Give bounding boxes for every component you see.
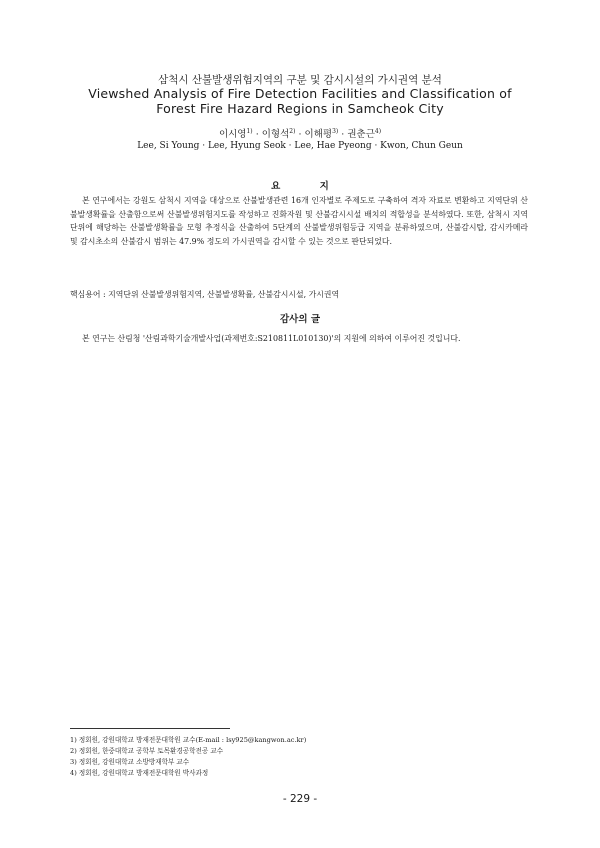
author-separator: · bbox=[255, 129, 259, 140]
title-english bbox=[40, 86, 560, 116]
footnote-4: 4) 정회원, 강원대학교 방재전문대학원 박사과정 bbox=[70, 769, 209, 777]
author-1: 이시영$^{1)}$ bbox=[218, 127, 253, 140]
title-korean: 삼척시 산불발생위험지역의 구분 및 감시시설의 가시권역 분석 bbox=[158, 74, 442, 86]
authors-korean bbox=[40, 126, 560, 140]
acknowledgement-body: 본 연구는 산림청 '산림과학기술개발사업(과제번호:S210811L010130)'의 지원에 의하여 이루어진 것입니다. bbox=[82, 334, 461, 343]
title-english-line-1: Viewshed Analysis of Fire Detection Facilities and Classification of bbox=[88, 86, 512, 101]
authors-english: Lee, Si Young · Lee, Hyung Seok · Lee, Hae Pyeong · Kwon, Chun Geun bbox=[137, 141, 463, 151]
abstract-body bbox=[70, 194, 528, 248]
author-separator: · bbox=[298, 129, 302, 140]
keywords: 핵심용어 : 지역단위 산불발생위험지역, 산불발생확률, 산불감시시설, 가시권역 bbox=[70, 290, 340, 299]
author-3: 이해평$^{3)}$ bbox=[304, 127, 339, 140]
footnote-divider bbox=[70, 728, 230, 729]
footnote-1: 1) 정회원, 강원대학교 방재전문대학원 교수(E-mail : lsy925@kangwon.ac.kr) bbox=[70, 736, 307, 744]
footnote-3: 3) 정회원, 강원대학교 소방방재학부 교수 bbox=[70, 758, 190, 766]
abstract-paragraph: 본 연구에서는 강원도 삼척시 지역을 대상으로 산불발생관련 16개 인자별로 주제도로 구축하여 격자 자료로 변환하고 지역단위 산불발생확률을 산출함으로써 산불발생위험지도를 작성하고 진화자원 및 산불감시시설 배치의 적합성을 분석하였다. 또한, 삼척시 지역단위에 해당하는 산불발생확률을 모형 추정식을 산출하여 5단계의 산불발생위험등급 지역을 분류하였으며, 산불감시탑, 감시카메라 및 감시초소의 산불감시 범위는 47.9% 정도의 가시권역을 감시할 수 있는 것으로 판단되었다. bbox=[70, 196, 528, 246]
author-2: 이형석$^{2)}$ bbox=[261, 127, 296, 140]
acknowledgement-heading: 감사의 글 bbox=[279, 314, 320, 325]
abstract-heading: 요 지 bbox=[271, 181, 347, 192]
footnote-2: 2) 정회원, 한중대학교 공학부 토목환경공학전공 교수 bbox=[70, 747, 224, 755]
page-number: - 229 - bbox=[282, 793, 318, 805]
author-separator: · bbox=[341, 129, 345, 140]
title-english-line-2: Forest Fire Hazard Regions in Samcheok City bbox=[156, 101, 444, 116]
author-4: 권춘근$^{4)}$ bbox=[347, 127, 382, 140]
footnotes bbox=[70, 735, 470, 779]
